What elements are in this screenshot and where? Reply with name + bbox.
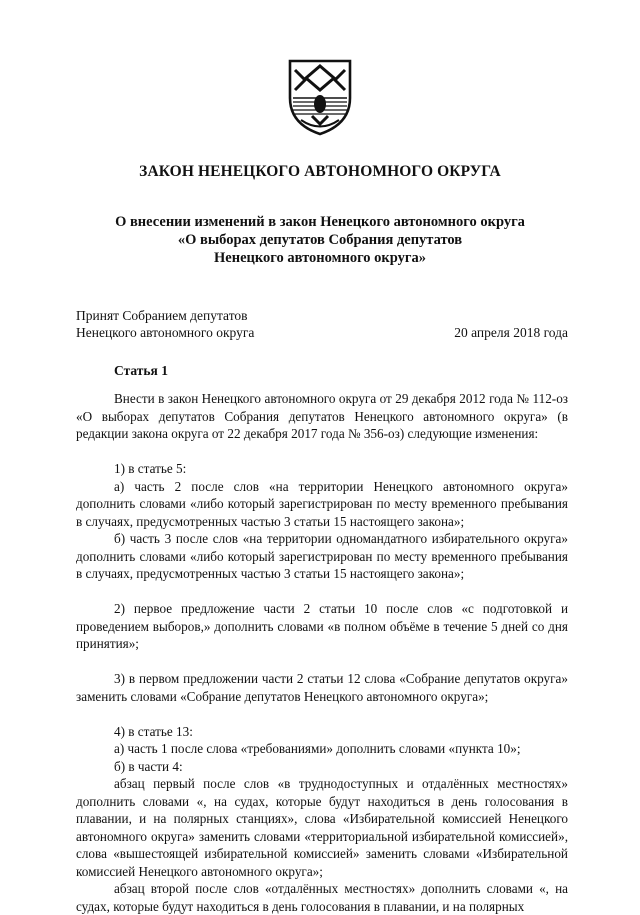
subtitle-line: Ненецкого автономного округа» [214,250,426,266]
paragraph: а) часть 2 после слов «на территории Ненецкого автономного округа» дополнить словами «либо который зарегистрирован по месту временного пребывания в случаях, предусмотренных частью 3 статьи 15 настоящего закона»; [76,478,568,529]
adoption-line: Ненецкого автономного округа [76,325,255,340]
paragraph: абзац первый после слов «в труднодоступных и отдалённых местностях» дополнить словами «, на судах, которые будут находиться в день голосования в плавании, и на полярных станциях», слова «Избирательной комиссией Ненецкого автономного округа» заменить словами «территориальной избирательной комиссией», слова «вышестоящей избирательной комиссией» заменить словами «Избирательной комиссией Ненецкого автономного округа»; [76,776,568,879]
paragraph: 4) в статье 13: [114,723,193,739]
adoption-line: Принят Собранием депутатов [76,308,248,323]
subtitle-line: «О выборах депутатов Собрания депутатов [177,232,463,248]
paragraph: б) часть 3 после слов «на территории одномандатного избирательного округа» дополнить словами «либо который зарегистрирован по месту временного пребывания в случаях, предусмотренных частью 3 статьи 15 настоящего закона»; [76,531,568,581]
subtitle-line: О внесении изменений в закон Ненецкого автономного округа [115,214,525,230]
article-heading: Статья 1 [114,363,168,378]
adoption-block [76,307,568,341]
paragraph: 2) первое предложение части 2 статьи 10 после слов «с подготовкой и проведением выборов,» дополнить словами «в полном объёме в течение 5 дней со дня принятия»; [76,601,568,651]
adoption-date: 20 апреля 2018 года [454,325,568,340]
law-subtitle [0,213,640,267]
paragraph: 1) в статье 5: [114,461,187,476]
paragraph: б) в части 4: [114,758,183,774]
paragraph: 3) в первом предложении части 2 статьи 12 слова «Собрание депутатов округа» заменить словами «Собрание депутатов Ненецкого автономного округа»; [76,671,568,704]
paragraph: Внести в закон Ненецкого автономного округа от 29 декабря 2012 года № 112-оз «О выборах депутатов Собрания депутатов Ненецкого автономного округа» (в редакции закона округа от 22 декабря 2017 года № 356-оз) следующие изменения: [76,391,568,441]
document-body [76,390,568,915]
paragraph: абзац второй после слов «отдалённых местностях» дополнить словами «, на судах, которые будут находиться в день голосования в плавании, и на полярных [76,881,568,914]
coat-of-arms-icon [287,58,353,136]
paragraph: а) часть 1 после слова «требованиями» дополнить словами «пункта 10»; [114,741,521,756]
law-title: ЗАКОН НЕНЕЦКОГО АВТОНОМНОГО ОКРУГА [139,163,501,180]
